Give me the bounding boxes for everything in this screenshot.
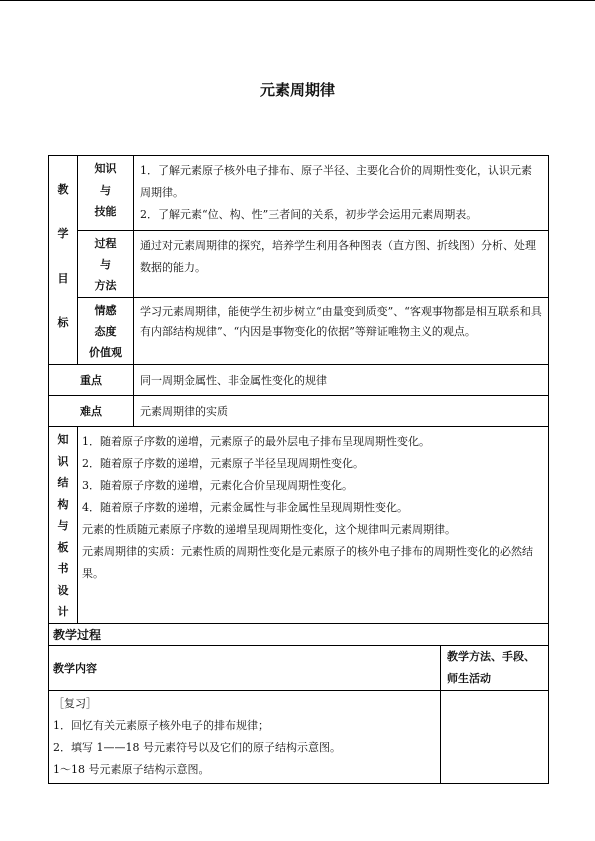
objective-category-attitude: 情感 态度 价值观 xyxy=(78,298,134,365)
process-heading: 教学过程 xyxy=(49,624,549,646)
lesson-plan-table xyxy=(48,155,549,784)
key-point-text: 同一周期金属性、非金属性变化的规律 xyxy=(134,365,549,396)
objective-text-process: 通过对元素周期律的探究，培养学生利用各种图表（直方图、折线图）分析、处理数据的能力。 xyxy=(134,231,549,298)
process-methods-cell xyxy=(441,691,549,784)
methods-header: 教学方法、手段、师生活动 xyxy=(441,646,549,691)
board-design-label: 知 识 结 构 与 板 书 设 计 xyxy=(49,427,78,624)
page-title: 元素周期律 xyxy=(259,81,335,99)
objectives-label: 教 学 目 标 xyxy=(49,156,78,365)
difficulty-text: 元素周期律的实质 xyxy=(134,396,549,427)
objective-text-knowledge: 1．了解元素原子核外电子排布、原子半径、主要化合价的周期性变化，认识元素周期律。 2．了解元素“位、构、性”三者间的关系，初步学会运用元素周期表。 xyxy=(134,156,549,231)
objective-category-process: 过程 与 方法 xyxy=(78,231,134,298)
key-point-label: 重点 xyxy=(49,365,134,396)
content-header: 教学内容 xyxy=(49,646,441,691)
objective-category-knowledge: 知识 与 技能 xyxy=(78,156,134,231)
page-top-rule xyxy=(0,0,595,1)
process-content: ［复习］ 1．回忆有关元素原子核外电子的排布规律； 2．填写 1——18 号元素符号以及它们的原子结构示意图。 1～18 号元素原子结构示意图。 xyxy=(49,691,441,784)
objective-text-attitude: 学习元素周期律，能使学生初步树立“由量变到质变”、“客观事物都是相互联系和具有内部结构规律”、“内因是事物变化的依据”等辩证唯物主义的观点。 xyxy=(134,298,549,365)
board-design-content: 1．随着原子序数的递增，元素原子的最外层电子排布呈现周期性变化。 2．随着原子序数的递增，元素原子半径呈现周期性变化。 3．随着原子序数的递增，元素化合价呈现周期性变化。 4．随着原子序数的递增，元素金属性与非金属性呈现周期性变化。 元素的性质随元素原子序数的递增呈现周期性变化，这个规律叫元素周期律。 元素周期律的实质：元素性质的周期性变化是元素原子的核外电子排布的周期性变化的必然结果。 xyxy=(78,427,549,624)
difficulty-label: 难点 xyxy=(49,396,134,427)
